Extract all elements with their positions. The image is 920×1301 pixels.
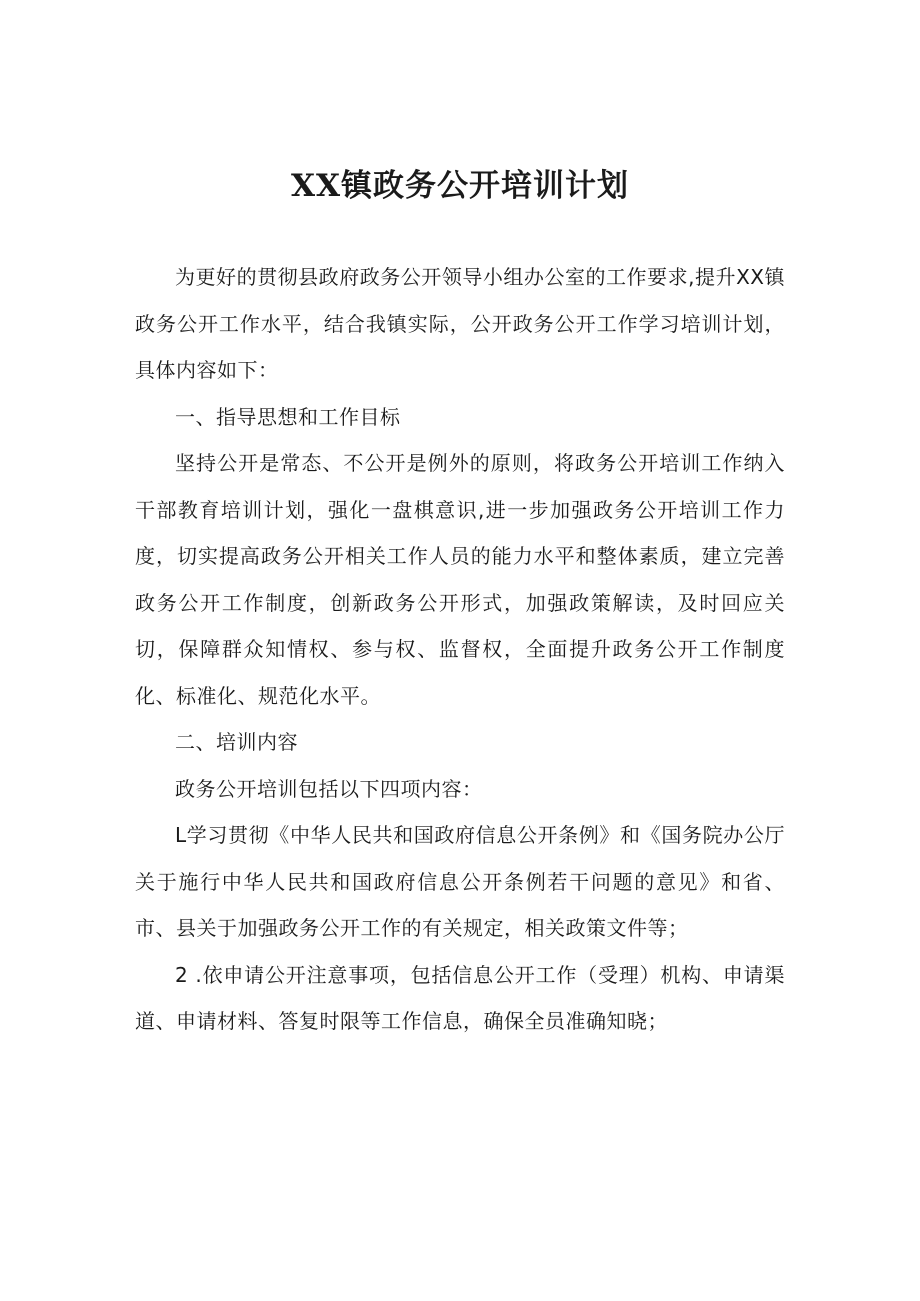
training-item-1: L学习贯彻《中华人民共和国政府信息公开条例》和《国务院办公厅关于施行中华人民共和国政府信息公开条例若干问题的意见》和省、市、县关于加强政务公开工作的有关规定，相关政策文件等； [135, 823, 785, 940]
training-item-2: 2 .依申请公开注意事项，包括信息公开工作（受理）机构、申请渠道、申请材料、答复时限等工作信息，确保全员准确知晓； [135, 962, 785, 1033]
intro-paragraph: 为更好的贯彻县政府政务公开领导小组办公室的工作要求,提升XX镇政务公开工作水平，结合我镇实际，公开政务公开工作学习培训计划，具体内容如下： [135, 265, 785, 382]
section-heading-1: 一、指导思想和工作目标 [175, 404, 401, 429]
training-content-intro: 政务公开培训包括以下四项内容： [175, 776, 483, 801]
document-body [135, 254, 785, 1045]
section-heading-2: 二、培训内容 [175, 730, 298, 754]
guiding-principles-paragraph: 坚持公开是常态、不公开是例外的原则，将政务公开培训工作纳入干部教育培训计划，强化一盘棋意识,进一步加强政务公开培训工作力度，切实提高政务公开相关工作人员的能力水平和整体素质，建立完善政务公开工作制度，创新政务公开形式，加强政策解读，及时回应关切，保障群众知情权、参与权、监督权，全面提升政务公开工作制度化、标准化、规范化水平。 [135, 451, 785, 708]
document-title: XX镇政务公开培训计划 [290, 168, 630, 204]
